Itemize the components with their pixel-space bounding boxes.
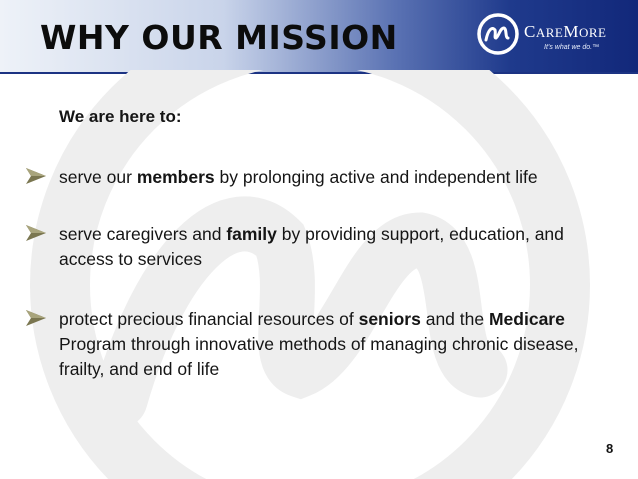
bullet-text-part: Program through innovative methods of managing chronic disease, frailty, and end of life [59, 334, 579, 379]
bullet-text-part: by providing support, education, and access to services [59, 224, 564, 269]
bullet-text-part: serve caregivers and [59, 224, 227, 244]
bullet-text-part: and the [420, 309, 489, 329]
arrow-bullet-icon [25, 309, 47, 327]
arrow-bullet-icon [25, 167, 47, 185]
arrow-bullet-icon [25, 224, 47, 242]
caremore-logo-icon [474, 10, 522, 58]
logo-wordmark [524, 22, 606, 42]
logo-tagline: It’s what we do.™ [544, 44, 600, 51]
logo-letter-m: M [563, 22, 579, 41]
caremore-logo [474, 10, 624, 62]
page-number: 8 [606, 441, 614, 456]
bullet-text-bold: family [226, 224, 277, 244]
slide-title: WHY OUR MISSION [40, 18, 398, 57]
logo-letters-are: ARE [535, 25, 564, 40]
logo-letter-c: C [524, 22, 536, 41]
slide-header [0, 0, 638, 74]
bullet-text-bold: Medicare [488, 309, 565, 329]
bullet-text [59, 222, 604, 272]
bullet-text-bold: seniors [358, 309, 421, 329]
bullet-text [59, 165, 604, 190]
caremore-watermark-icon [0, 70, 638, 479]
bullet-text [59, 307, 604, 382]
bullet-text-part: by prolonging active and independent life [214, 167, 538, 187]
logo-letters-ore: ORE [578, 25, 607, 40]
bullet-text-part: protect precious financial resources of [59, 309, 359, 329]
intro-heading: We are here to: [59, 107, 182, 126]
bullet-text-bold: members [136, 167, 215, 187]
bullet-text-part: serve our [59, 167, 137, 187]
